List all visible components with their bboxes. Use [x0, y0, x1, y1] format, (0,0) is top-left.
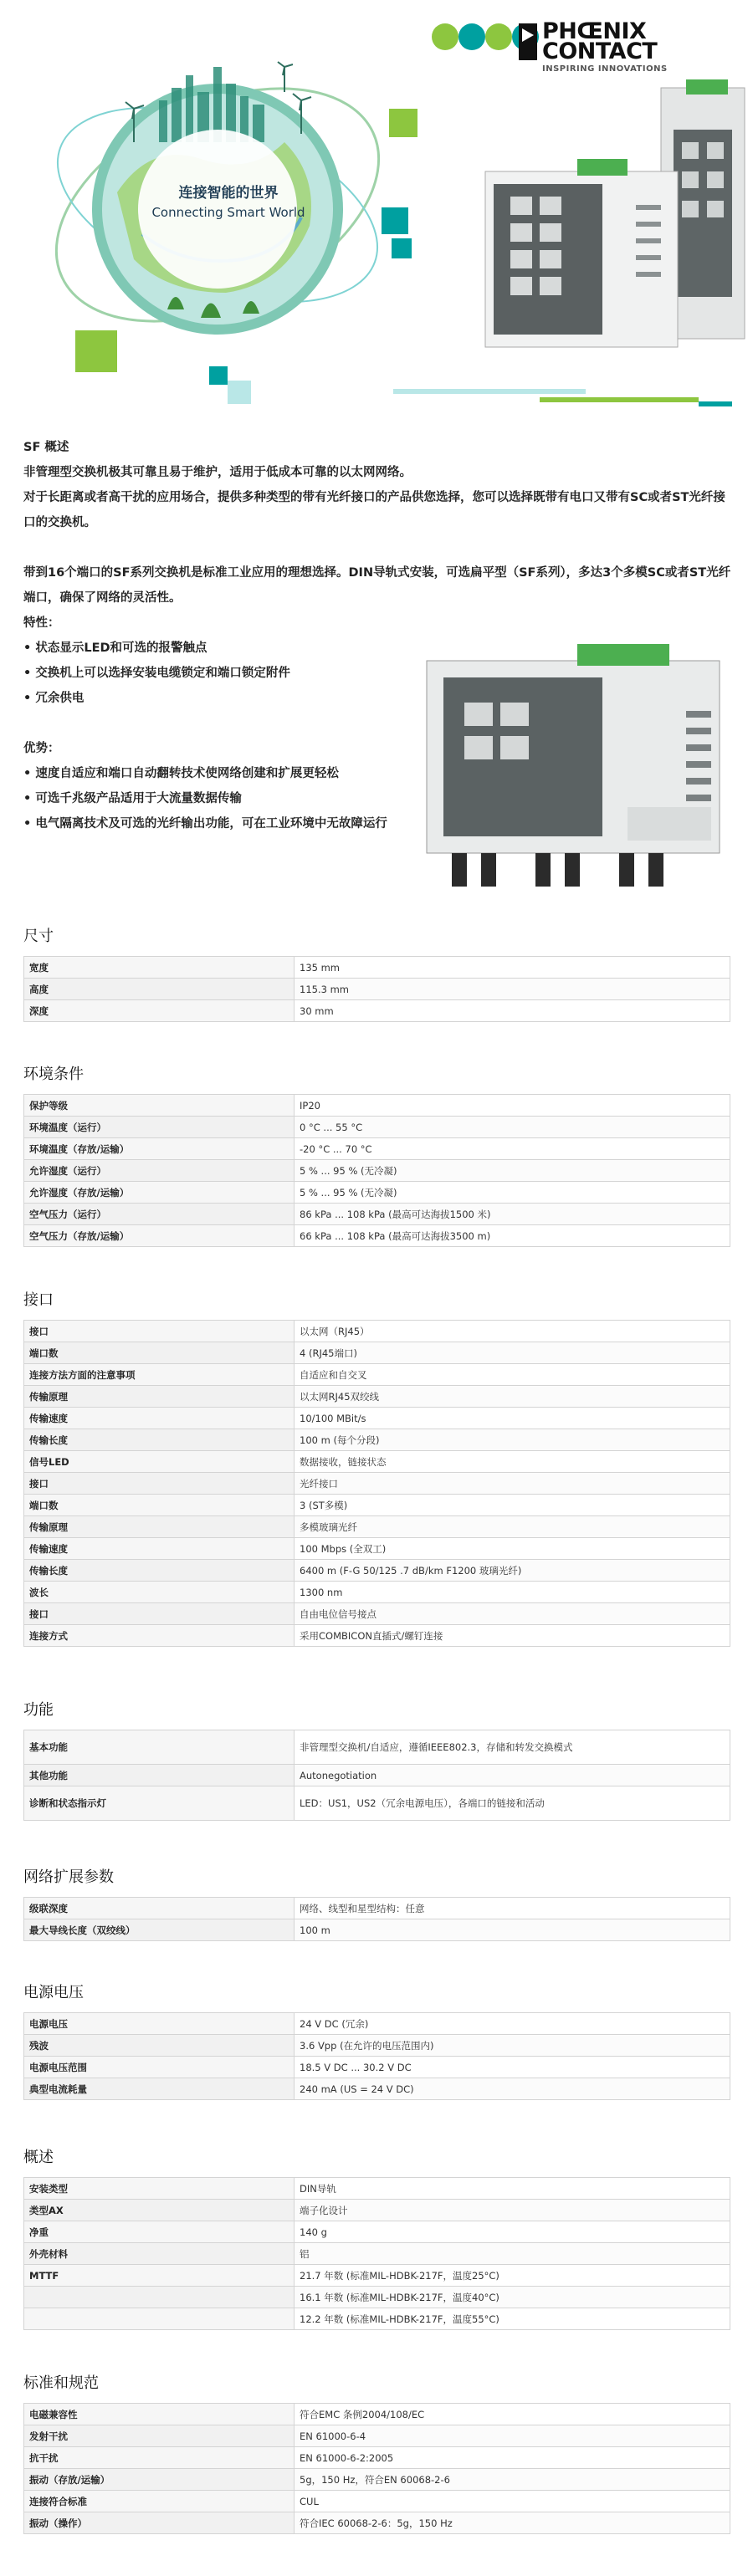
decor-square	[389, 109, 417, 137]
globe-caption-en: Connecting Smart World	[151, 205, 305, 220]
spec-value: 铝	[295, 2243, 730, 2265]
spec-value: 符合EMC 条例2004/108/EC	[295, 2404, 730, 2425]
spec-value: 12.2 年数 (标准MIL-HDBK-217F，温度55°C)	[295, 2308, 730, 2330]
spec-value: 100 m	[295, 1919, 730, 1941]
spec-row	[24, 1451, 730, 1473]
section-title: 电源电压	[23, 1984, 84, 2001]
section-dimensions	[23, 924, 730, 1022]
spec-key: 深度	[24, 1000, 295, 1022]
spec-row	[24, 1225, 730, 1247]
decor-dot	[485, 23, 512, 50]
spec-key: 发射干扰	[24, 2425, 295, 2447]
spec-row	[24, 2447, 730, 2469]
section-environment	[23, 1062, 730, 1247]
spec-row	[24, 2013, 730, 2035]
spec-key: 连接方式	[24, 1625, 295, 1647]
spec-key: 保护等级	[24, 1095, 295, 1117]
spec-table	[23, 2403, 730, 2534]
spec-key: 抗干扰	[24, 2447, 295, 2469]
spec-value: 135 mm	[295, 957, 730, 979]
spec-row	[24, 1473, 730, 1495]
spec-row	[24, 1138, 730, 1160]
spec-key: 环境温度（运行）	[24, 1117, 295, 1138]
spec-row	[24, 957, 730, 979]
spec-key: 允许湿度（运行）	[24, 1160, 295, 1182]
decor-square	[382, 207, 408, 234]
spec-row	[24, 1160, 730, 1182]
spec-key: 电源电压范围	[24, 2057, 295, 2078]
spec-row	[24, 1625, 730, 1647]
spec-key: 诊断和状态指示灯	[24, 1786, 295, 1821]
spec-row	[24, 1095, 730, 1117]
spec-table	[23, 956, 730, 1022]
spec-value: 66 kPa ... 108 kPa (最高可达海拔3500 m)	[295, 1225, 730, 1247]
decor-line	[699, 401, 732, 406]
spec-value: 端子化设计	[295, 2200, 730, 2221]
spec-row	[24, 1730, 730, 1765]
spec-value: 数据接收，链接状态	[295, 1451, 730, 1473]
advantages-title: 优势：	[23, 742, 60, 755]
globe-caption	[141, 181, 316, 220]
spec-row	[24, 1182, 730, 1204]
spec-row	[24, 1364, 730, 1386]
spec-key: 高度	[24, 979, 295, 1000]
spec-row	[24, 1204, 730, 1225]
spec-table	[23, 1730, 730, 1821]
feature-item: • 交换机上可以选择安装电缆锁定和端口锁定附件	[23, 661, 735, 686]
spec-key: 基本功能	[24, 1730, 295, 1765]
spec-value: 非管理型交换机/自适应，遵循IEEE802.3，存储和转发交换模式	[295, 1730, 730, 1765]
spec-key: 信号LED	[24, 1451, 295, 1473]
decor-line	[540, 397, 699, 402]
spec-row	[24, 1117, 730, 1138]
spec-value: 16.1 年数 (标准MIL-HDBK-217F，温度40°C)	[295, 2287, 730, 2308]
feature-item: • 冗余供电	[23, 686, 735, 711]
spec-value: 240 mA (US = 24 V DC)	[295, 2078, 730, 2100]
section-power	[23, 1981, 730, 2100]
features-title: 特性：	[23, 616, 60, 630]
spec-value: 5 % ... 95 % (无冷凝)	[295, 1160, 730, 1182]
product-switches-image	[477, 79, 753, 372]
spec-value: 多模玻璃光纤	[295, 1516, 730, 1538]
section-title: 概述	[23, 2149, 54, 2166]
hero-banner	[0, 0, 753, 418]
spec-key: 传输长度	[24, 1560, 295, 1582]
spec-key: 接口	[24, 1603, 295, 1625]
spec-row	[24, 1495, 730, 1516]
spec-value: LED：US1，US2（冗余电源电压），各端口的链接和活动	[295, 1786, 730, 1821]
feature-item: • 状态显示LED和可选的报警触点	[23, 636, 735, 661]
spec-value: IP20	[295, 1095, 730, 1117]
spec-row	[24, 2425, 730, 2447]
logo-brand-line2: CONTACT	[542, 38, 658, 64]
spec-value: 以太网（RJ45）	[295, 1321, 730, 1342]
intro-paragraph-3: 带到16个端口的SF系列交换机是标准工业应用的理想选择。DIN导轨式安装，可选扁平型（SF系列），多达3个多模SC或者ST光纤端口，确保了网络的灵活性。	[23, 566, 731, 605]
section-title: 接口	[23, 1291, 54, 1309]
spec-key: 端口数	[24, 1495, 295, 1516]
spec-key: 传输原理	[24, 1386, 295, 1408]
spec-row	[24, 2057, 730, 2078]
spec-row	[24, 2265, 730, 2287]
decor-dot	[458, 23, 485, 50]
advantage-item: • 速度自适应和端口自动翻转技术使网络创建和扩展更轻松	[23, 761, 735, 786]
spec-value: 18.5 V DC ... 30.2 V DC	[295, 2057, 730, 2078]
spec-row	[24, 1582, 730, 1603]
section-title: 网络扩展参数	[23, 1868, 114, 1886]
section-network	[23, 1865, 730, 1941]
spec-row	[24, 2491, 730, 2512]
spec-table	[23, 1897, 730, 1941]
spec-value: -20 °C ... 70 °C	[295, 1138, 730, 1160]
spec-key: 典型电流耗量	[24, 2078, 295, 2100]
spec-key: 宽度	[24, 957, 295, 979]
spec-key: 振动（存放/运输）	[24, 2469, 295, 2491]
spec-key: 环境温度（存放/运输）	[24, 1138, 295, 1160]
spec-value: EN 61000-6-4	[295, 2425, 730, 2447]
spec-key: 允许湿度（存放/运输）	[24, 1182, 295, 1204]
spec-row	[24, 2287, 730, 2308]
spec-table	[23, 1094, 730, 1247]
advantage-item: • 电气隔离技术及可选的光纤输出功能，可在工业环境中无故障运行	[23, 811, 735, 836]
advantage-item: • 可选千兆级产品适用于大流量数据传输	[23, 786, 735, 811]
spec-row	[24, 2078, 730, 2100]
spec-row	[24, 2221, 730, 2243]
spec-value: CUL	[295, 2491, 730, 2512]
spec-table	[23, 2012, 730, 2100]
spec-value: 网络、线型和星型结构：任意	[295, 1898, 730, 1919]
spec-key: 级联深度	[24, 1898, 295, 1919]
spec-value: 采用COMBICON直插式/螺钉连接	[295, 1625, 730, 1647]
section-title: 环境条件	[23, 1066, 84, 1083]
spec-row	[24, 2469, 730, 2491]
decor-square	[75, 330, 117, 372]
spec-value: 140 g	[295, 2221, 730, 2243]
spec-row	[24, 2200, 730, 2221]
spec-row	[24, 1321, 730, 1342]
spec-value: Autonegotiation	[295, 1765, 730, 1786]
spec-key: 安装类型	[24, 2178, 295, 2200]
spec-value: 21.7 年数 (标准MIL-HDBK-217F，温度25°C)	[295, 2265, 730, 2287]
spec-table	[23, 2177, 730, 2330]
spec-value: 3 (ST多模)	[295, 1495, 730, 1516]
spec-value: 自由电位信号接点	[295, 1603, 730, 1625]
spec-key: 传输长度	[24, 1429, 295, 1451]
spec-key: 净重	[24, 2221, 295, 2243]
spec-key: 空气压力（运行）	[24, 1204, 295, 1225]
spec-row	[24, 1560, 730, 1582]
spec-key: 传输原理	[24, 1516, 295, 1538]
spec-key: 类型AX	[24, 2200, 295, 2221]
spec-value: 光纤接口	[295, 1473, 730, 1495]
spec-row	[24, 1538, 730, 1560]
section-title: 标准和规范	[23, 2374, 99, 2392]
spec-row	[24, 2512, 730, 2534]
spec-value: 5g，150 Hz，符合EN 60068-2-6	[295, 2469, 730, 2491]
spec-row	[24, 1919, 730, 1941]
logo-brand-line1: PHŒNIX	[542, 18, 647, 44]
spec-key: 电源电压	[24, 2013, 295, 2035]
phoenix-contact-logo	[542, 18, 668, 74]
spec-value: 以太网RJ45双绞线	[295, 1386, 730, 1408]
spec-key: 最大导线长度（双绞线）	[24, 1919, 295, 1941]
spec-key: 振动（操作）	[24, 2512, 295, 2534]
spec-value: 自适应和自交叉	[295, 1364, 730, 1386]
spec-key: 外壳材料	[24, 2243, 295, 2265]
spec-row	[24, 1898, 730, 1919]
spec-value: 3.6 Vpp (在允许的电压范围内)	[295, 2035, 730, 2057]
spec-row	[24, 1386, 730, 1408]
spec-value: DIN导轨	[295, 2178, 730, 2200]
intro-title: SF 概述	[23, 441, 69, 454]
decor-square	[228, 381, 251, 404]
section-interface	[23, 1288, 730, 1647]
spec-value: 符合IEC 60068-2-6：5g，150 Hz	[295, 2512, 730, 2534]
spec-row	[24, 2404, 730, 2425]
spec-value: 100 Mbps (全双工)	[295, 1538, 730, 1560]
switch-product-photo	[418, 644, 736, 903]
decor-square	[392, 238, 412, 258]
spec-row	[24, 1408, 730, 1429]
section-function	[23, 1698, 730, 1821]
spec-value: EN 61000-6-2:2005	[295, 2447, 730, 2469]
spec-row	[24, 2178, 730, 2200]
spec-row	[24, 2308, 730, 2330]
decor-dot	[432, 23, 458, 50]
spec-row	[24, 2243, 730, 2265]
spec-value: 100 m (每个分段)	[295, 1429, 730, 1451]
spec-key	[24, 2287, 295, 2308]
spec-key: 端口数	[24, 1342, 295, 1364]
spec-key: 连接符合标准	[24, 2491, 295, 2512]
spec-value: 4 (RJ45端口)	[295, 1342, 730, 1364]
spec-key: 连接方法方面的注意事项	[24, 1364, 295, 1386]
section-title: 尺寸	[23, 928, 54, 945]
spec-row	[24, 1786, 730, 1821]
spec-key: 传输速度	[24, 1538, 295, 1560]
spec-key: 传输速度	[24, 1408, 295, 1429]
spec-key: 其他功能	[24, 1765, 295, 1786]
decor-square	[209, 366, 228, 385]
spec-key: 接口	[24, 1473, 295, 1495]
spec-key: 空气压力（存放/运输）	[24, 1225, 295, 1247]
spec-table	[23, 1320, 730, 1647]
spec-key	[24, 2308, 295, 2330]
spec-row	[24, 1342, 730, 1364]
spec-key: 接口	[24, 1321, 295, 1342]
logo-tagline: INSPIRING INNOVATIONS	[542, 64, 668, 74]
spec-row	[24, 1516, 730, 1538]
spec-value: 6400 m (F-G 50/125 .7 dB/km F1200 玻璃光纤)	[295, 1560, 730, 1582]
section-title: 功能	[23, 1701, 54, 1719]
spec-key: MTTF	[24, 2265, 295, 2287]
spec-value: 0 °C ... 55 °C	[295, 1117, 730, 1138]
spec-row	[24, 2035, 730, 2057]
spec-key: 残波	[24, 2035, 295, 2057]
intro-paragraph-1: 非管理型交换机极其可靠且易于维护，适用于低成本可靠的以太网网络。	[23, 466, 412, 479]
decor-line	[393, 389, 586, 394]
spec-key: 电磁兼容性	[24, 2404, 295, 2425]
spec-value: 5 % ... 95 % (无冷凝)	[295, 1182, 730, 1204]
spec-value: 24 V DC (冗余)	[295, 2013, 730, 2035]
spec-value: 86 kPa ... 108 kPa (最高可达海拔1500 米)	[295, 1204, 730, 1225]
spec-key: 波长	[24, 1582, 295, 1603]
section-standards	[23, 2371, 730, 2534]
spec-value: 30 mm	[295, 1000, 730, 1022]
spec-value: 115.3 mm	[295, 979, 730, 1000]
globe-caption-cn: 连接智能的世界	[178, 185, 279, 202]
spec-row	[24, 1429, 730, 1451]
spec-row	[24, 1765, 730, 1786]
logo-mark-icon	[519, 23, 537, 60]
intro-paragraph-2: 对于长距离或者高干扰的应用场合，提供多种类型的带有光纤接口的产品供您选择，您可以选择既带有电口又带有SC或者ST光纤接口的交换机。	[23, 491, 725, 529]
spec-value: 10/100 MBit/s	[295, 1408, 730, 1429]
section-overview	[23, 2145, 730, 2330]
spec-row	[24, 1000, 730, 1022]
spec-value: 1300 nm	[295, 1582, 730, 1603]
spec-row	[24, 979, 730, 1000]
spec-row	[24, 1603, 730, 1625]
